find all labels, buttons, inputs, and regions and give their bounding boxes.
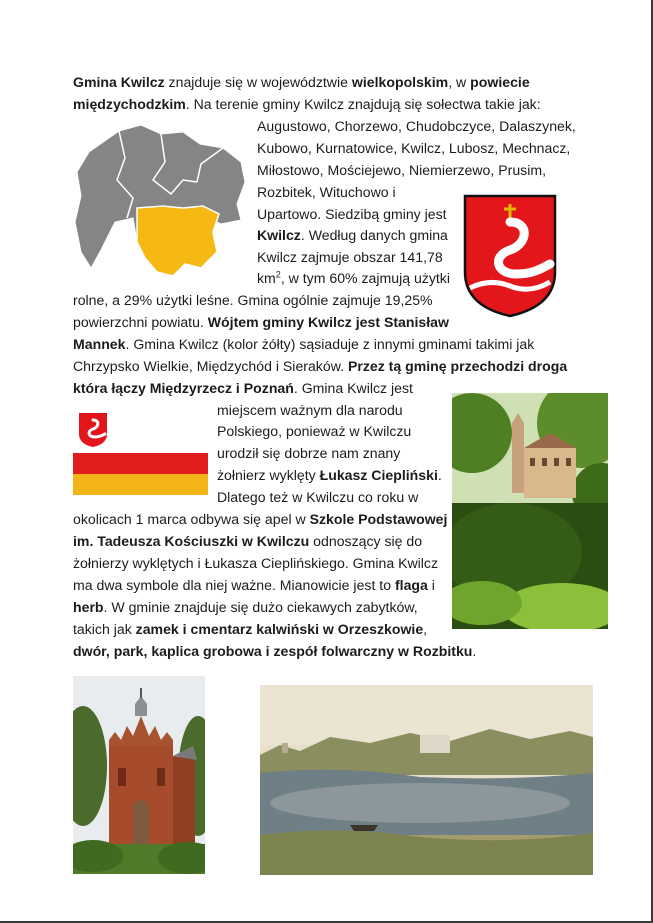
text-line-4: Kubowo, Kurnatowice, Kwilcz, Lubosz, Mechnacz, xyxy=(257,140,571,156)
text-line-25 xyxy=(73,596,418,618)
text-span: okolicach 1 marca odbywa się apel w xyxy=(73,511,310,527)
text-span: . xyxy=(437,467,442,483)
text-line-3: Augustowo, Chorzewo, Chudobczyce, Dalaszynek, xyxy=(257,118,576,134)
text-line-23: żołnierzy wyklętych i Łukasza Cieplińskiego. Gmina Kwilcz xyxy=(73,555,439,571)
mayor-surname: Mannek xyxy=(73,336,126,352)
text-line-24 xyxy=(73,574,435,596)
text-line-6: Rozbitek, Wituchowo i xyxy=(257,184,396,200)
text-line-19 xyxy=(217,464,442,486)
text-line-18: urodził się dobrze nam znany xyxy=(217,445,401,461)
text-line-17: Polskiego, ponieważ w Kwilczu xyxy=(217,423,412,439)
superscript: 2 xyxy=(275,269,281,280)
text-span: . Według danych gmina xyxy=(300,227,448,243)
monument-text: zamek i cmentarz kalwiński w Orzeszkowie xyxy=(135,621,424,637)
voivodeship-name: wielkopolskim xyxy=(351,74,449,90)
text-span: . xyxy=(340,358,348,374)
flag-word: flaga xyxy=(394,577,428,593)
text-span: km xyxy=(257,270,276,286)
mayor-text: Wójtem gminy Kwilcz jest Stanisław xyxy=(207,314,449,330)
monument-text-end: dwór, park, kaplica grobowa i zespół folwarczny w Rozbitku xyxy=(73,643,473,659)
county-word: powiecie xyxy=(470,74,530,90)
road-text: Przez tą gminę przechodzi droga xyxy=(347,358,568,374)
text-line-27 xyxy=(73,640,476,662)
coat-of-arms-icon xyxy=(462,194,558,318)
text-line-10 xyxy=(257,267,450,289)
text-span: odnoszący się do xyxy=(309,533,423,549)
lake-painting xyxy=(260,685,593,875)
text-span: takich jak xyxy=(73,621,136,637)
text-line-7: Upartowo. Siedzibą gminy jest xyxy=(257,206,447,222)
text-line-20: Dlatego też w Kwilczu co roku w xyxy=(217,489,419,505)
municipality-name: Gmina Kwilcz xyxy=(73,74,165,90)
map-icon xyxy=(73,122,249,288)
seat-name: Kwilcz xyxy=(257,227,301,243)
text-line-15 xyxy=(73,377,413,399)
text-span: powierzchni powiatu. xyxy=(73,314,208,330)
coat-of-arms-small-icon xyxy=(78,412,108,448)
text-span: Chrzypsko Wielkie, Międzychód i Sieraków xyxy=(73,358,341,374)
chapel-photo xyxy=(73,676,205,874)
text-line-9: Kwilcz zajmuje obszar 141,78 xyxy=(257,249,443,265)
text-span: , xyxy=(423,621,428,637)
text-line-16: miejscem ważnym dla narodu xyxy=(217,402,403,418)
castle-photo xyxy=(452,393,608,629)
text-span: , w xyxy=(448,74,471,90)
text-span: . Na terenie gminy Kwilcz znajdują się sołectwa takie jak: xyxy=(185,96,541,112)
text-line-12 xyxy=(73,311,449,333)
text-span: . Gmina Kwilcz jest xyxy=(293,380,413,396)
text-span: . W gminie znajduje się dużo ciekawych zabytków, xyxy=(103,599,418,615)
county-name: międzychodzkim xyxy=(73,96,186,112)
text-span: . xyxy=(472,643,477,659)
text-span: , w tym 60% zajmują użytki xyxy=(280,270,450,286)
text-line-11: rolne, a 29% użytki leśne. Gmina ogólnie zajmuje 19,25% xyxy=(73,292,433,308)
text-span: żołnierz wyklęty xyxy=(217,467,320,483)
school-name: Szkole Podstawowej xyxy=(309,511,448,527)
road-text-end: która łączy Międzyrzecz i Poznań xyxy=(73,380,294,396)
text-line-2 xyxy=(73,93,541,115)
text-line-1 xyxy=(73,71,530,93)
text-line-26 xyxy=(73,618,427,640)
flag-icon xyxy=(73,453,208,495)
text-span: i xyxy=(427,577,435,593)
school-name-end: im. Tadeusza Kościuszki w Kwilczu xyxy=(73,533,310,549)
text-line-13 xyxy=(73,333,534,355)
text-line-14 xyxy=(73,355,567,377)
soldier-name: Łukasz Ciepliński xyxy=(319,467,438,483)
text-span: znajduje się w województwie xyxy=(164,74,352,90)
text-line-22 xyxy=(73,530,422,552)
text-span: . Gmina Kwilcz (kolor żółty) sąsiaduje z innymi gminami takimi jak xyxy=(125,336,535,352)
text-span: ma dwa symbole dla niej ważne. Mianowicie jest to xyxy=(73,577,395,593)
coat-word: herb xyxy=(73,599,104,615)
text-line-5: Miłostowo, Mościejewo, Niemierzewo, Prusim, xyxy=(257,162,546,178)
text-line-8 xyxy=(257,224,448,246)
text-line-21 xyxy=(73,508,447,530)
